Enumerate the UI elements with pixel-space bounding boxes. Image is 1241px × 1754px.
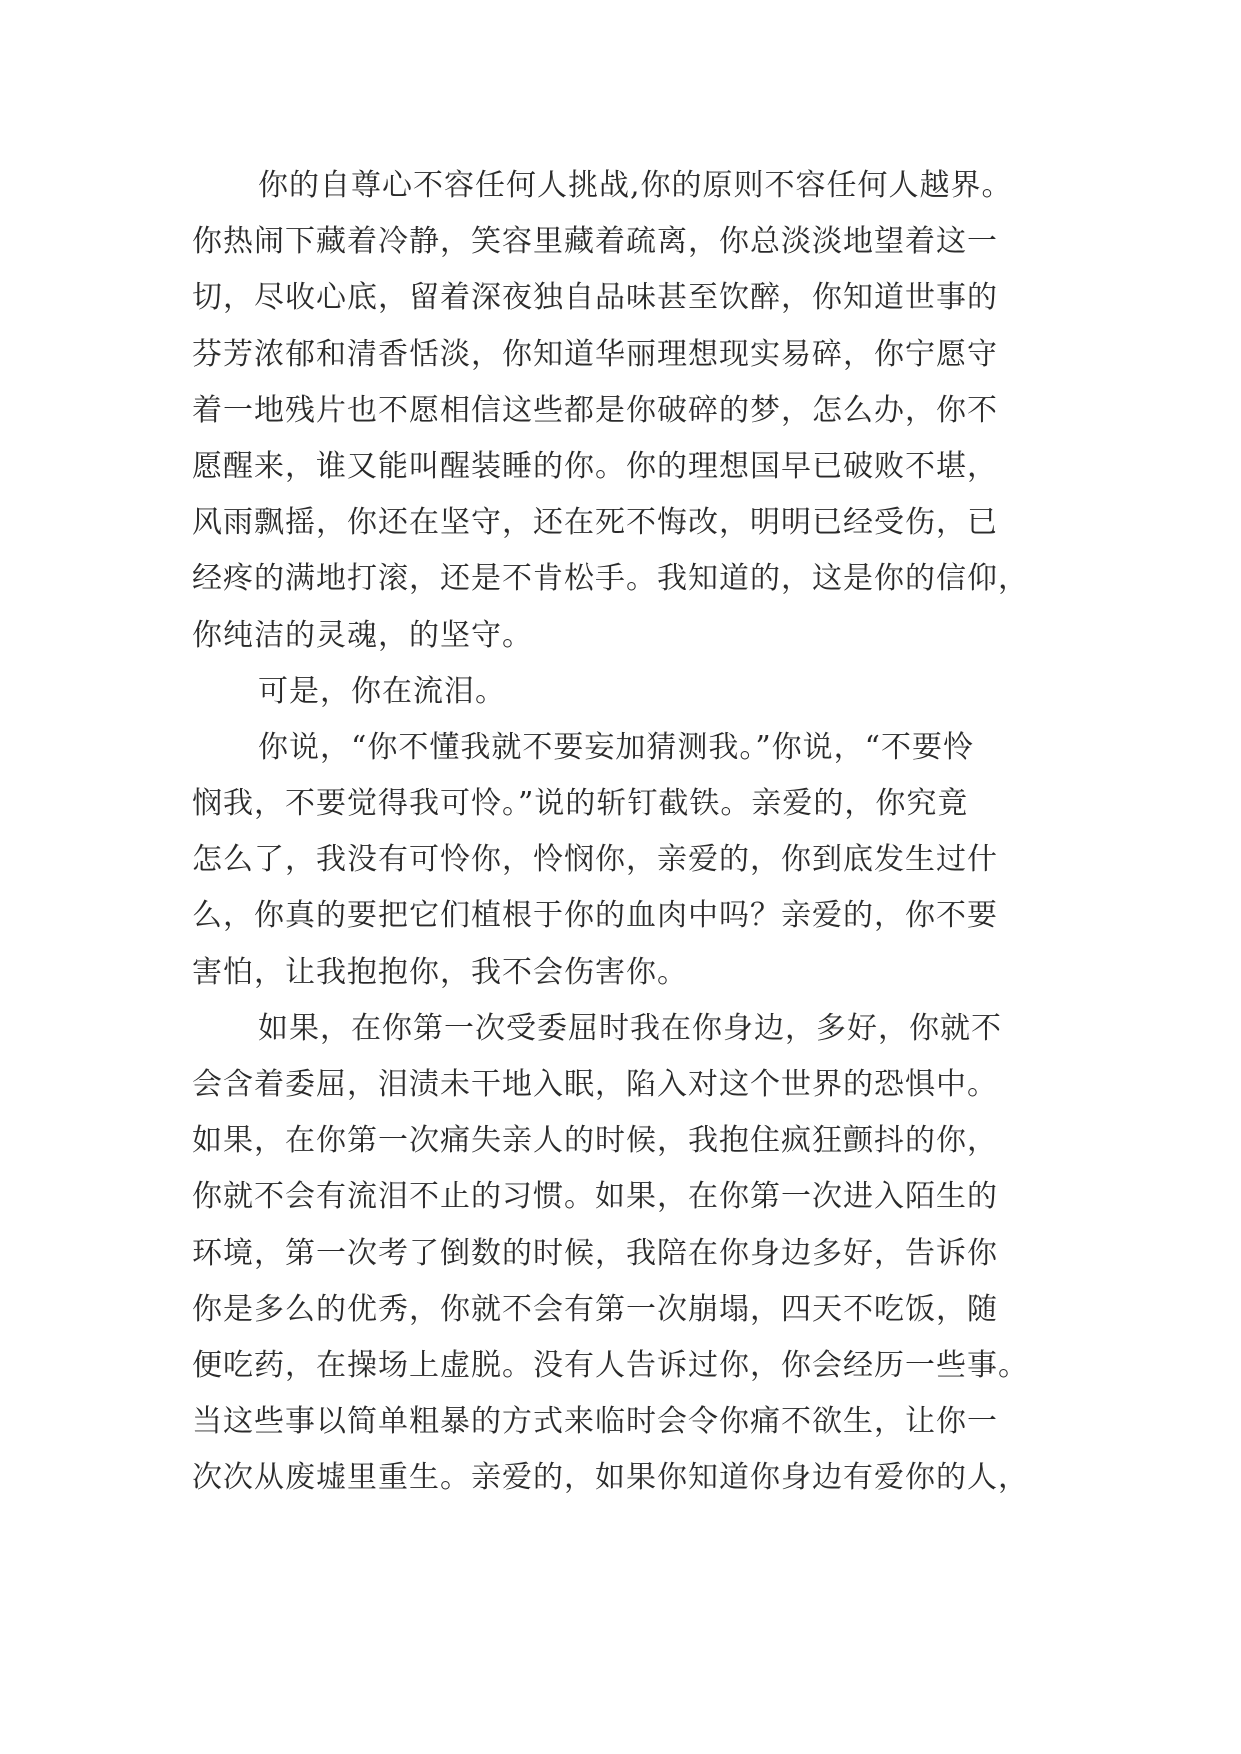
body-text: [192, 158, 1092, 1507]
text-line: 你说，“你不懂我就不要妄加猜测我。”你说，“不要怜: [258, 729, 975, 765]
text-line: 你热闹下藏着冷静，笑容里藏着疏离，你总淡淡地望着这一: [192, 224, 998, 260]
text-line: 你是多么的优秀，你就不会有第一次崩塌，四天不吃饭，随: [192, 1291, 998, 1327]
text-line: 害怕，让我抱抱你，我不会伤害你。: [192, 954, 688, 990]
text-line: 你就不会有流泪不止的习惯。如果，在你第一次进入陌生的: [192, 1179, 998, 1215]
text-line: 切，尽收心底，留着深夜独自品味甚至饮醉，你知道世事的: [192, 280, 998, 316]
text-line: 可是，你在流泪。: [258, 673, 506, 709]
text-line: 你的自尊心不容任何人挑战,你的原则不容任何人越界。: [258, 168, 1013, 203]
text-line: 会含着委屈，泪渍未干地入眠，陷入对这个世界的恐惧中。: [192, 1067, 998, 1102]
text-line: 着一地残片也不愿相信这些都是你破碎的梦，怎么办，你不: [192, 392, 998, 428]
text-line: 你纯洁的灵魂，的坚守。: [192, 617, 533, 653]
text-line: 如果，在你第一次痛失亲人的时候，我抱住疯狂颤抖的你，: [192, 1123, 998, 1159]
text-line: 悯我，不要觉得我可怜。”说的斩钉截铁。亲爱的，你究竟: [192, 786, 969, 822]
text-line: 经疼的满地打滚，还是不肯松手。我知道的，这是你的信仰，: [192, 561, 1029, 597]
text-line: 芬芳浓郁和清香恬淡，你知道华丽理想现实易碎，你宁愿守: [192, 336, 998, 372]
text-line: 环境，第一次考了倒数的时候，我陪在你身边多好，告诉你: [192, 1235, 998, 1271]
text-line: 愿醒来，谁又能叫醒装睡的你。你的理想国早已破败不堪，: [192, 448, 998, 484]
text-line: 便吃药，在操场上虚脱。没有人告诉过你，你会经历一些事。: [192, 1347, 1029, 1383]
text-line: 次次从废墟里重生。亲爱的，如果你知道你身边有爱你的人，: [192, 1460, 1029, 1496]
text-line: 当这些事以简单粗暴的方式来临时会令你痛不欲生，让你一: [192, 1404, 998, 1440]
text-line: 如果，在你第一次受委屈时我在你身边，多好，你就不: [258, 1010, 1002, 1046]
text-line: 怎么了，我没有可怜你，怜悯你，亲爱的，你到底发生过什: [192, 842, 998, 878]
text-line: 风雨飘摇，你还在坚守，还在死不悔改，明明已经受伤，已: [192, 505, 998, 541]
text-line: 么，你真的要把它们植根于你的血肉中吗？亲爱的，你不要: [192, 898, 998, 934]
